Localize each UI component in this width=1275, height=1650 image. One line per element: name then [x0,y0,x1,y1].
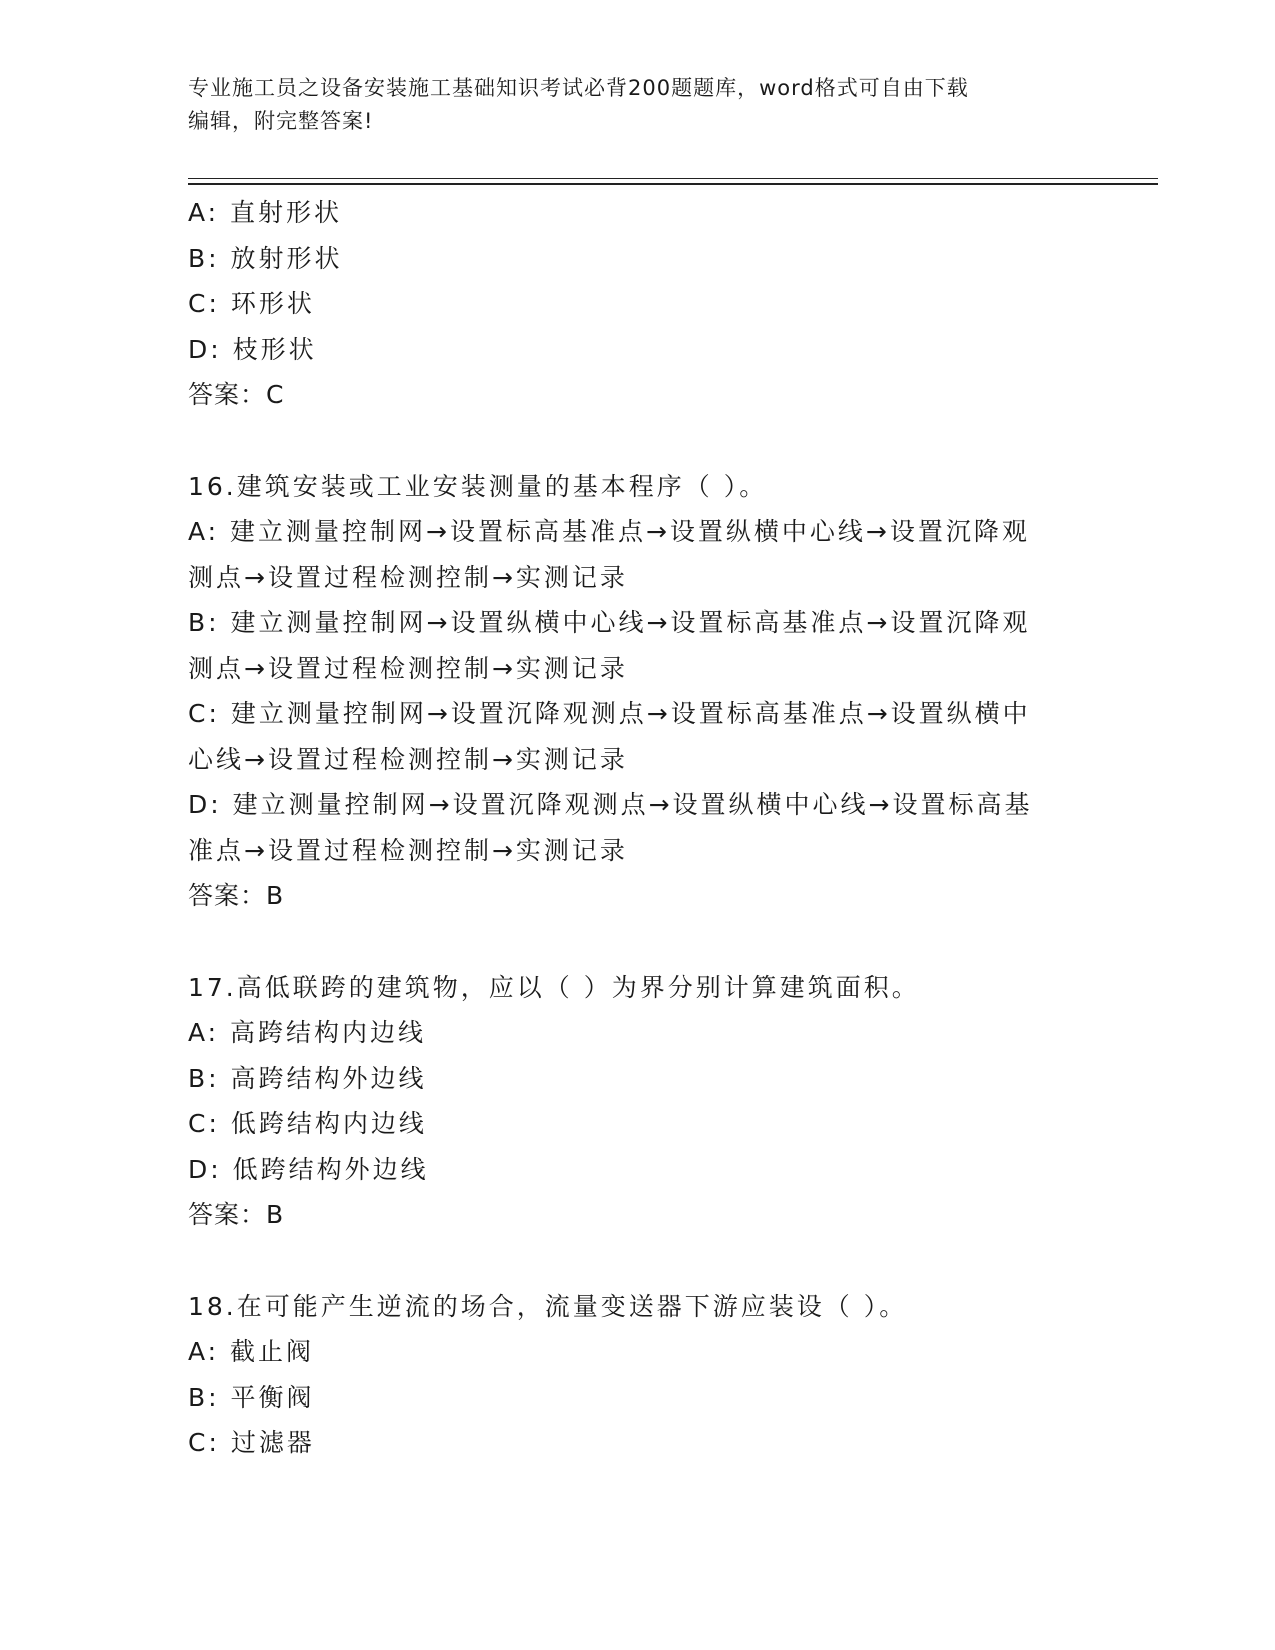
option-a: A: 直射形状 [188,198,343,227]
option-b: B: 平衡阀 [188,1382,315,1412]
document-header [188,72,1078,138]
option-a: A: 截止阀 [188,1337,315,1366]
header-rule-thin [188,178,1158,179]
question-stem: 17.高低联跨的建筑物，应以（ ）为界分别计算建筑面积。 [188,972,920,1002]
answer: 答案：C [188,380,285,409]
question-stem: 16.建筑安装或工业安装测量的基本程序（ ）。 [188,471,768,501]
option-a: A: 高跨结构内边线 [188,1018,427,1047]
option-d-line2: 准点→设置过程检测控制→实测记录 [188,835,628,865]
option-b: B: 高跨结构外边线 [188,1063,427,1093]
option-d: D: 低跨结构外边线 [188,1154,429,1184]
option-b-line2: 测点→设置过程检测控制→实测记录 [188,653,628,683]
option-b-line1: B: 建立测量控制网→设置纵横中心线→设置标高基准点→设置沉降观 [188,608,1031,637]
option-a-line2: 测点→设置过程检测控制→实测记录 [188,562,628,592]
header-title-line1: 专业施工员之设备安装施工基础知识考试必背200题题库，word格式可自由下载 [188,76,969,100]
option-a-line1: A: 建立测量控制网→设置标高基准点→设置纵横中心线→设置沉降观 [188,517,1030,546]
question-15 [188,190,1088,418]
question-17 [188,965,1088,1238]
question-18 [188,1284,1088,1466]
option-c-line2: 心线→设置过程检测控制→实测记录 [188,744,628,774]
header-title-line2: 编辑，附完整答案! [188,109,374,133]
header-rule-thick [188,183,1158,185]
option-d-line1: D: 建立测量控制网→设置沉降观测点→设置纵横中心线→设置标高基 [188,790,1033,819]
option-c: C: 环形状 [188,289,315,318]
question-stem: 18.在可能产生逆流的场合，流量变送器下游应装设（ ）。 [188,1291,908,1321]
document-body [188,190,1088,1466]
option-c: C: 低跨结构内边线 [188,1109,427,1138]
option-d: D: 枝形状 [188,334,317,364]
answer: 答案：B [188,881,285,910]
option-c-line1: C: 建立测量控制网→设置沉降观测点→设置标高基准点→设置纵横中 [188,699,1031,728]
option-b: B: 放射形状 [188,243,343,273]
option-c: C: 过滤器 [188,1428,315,1457]
answer: 答案：B [188,1200,285,1229]
question-16 [188,464,1088,919]
